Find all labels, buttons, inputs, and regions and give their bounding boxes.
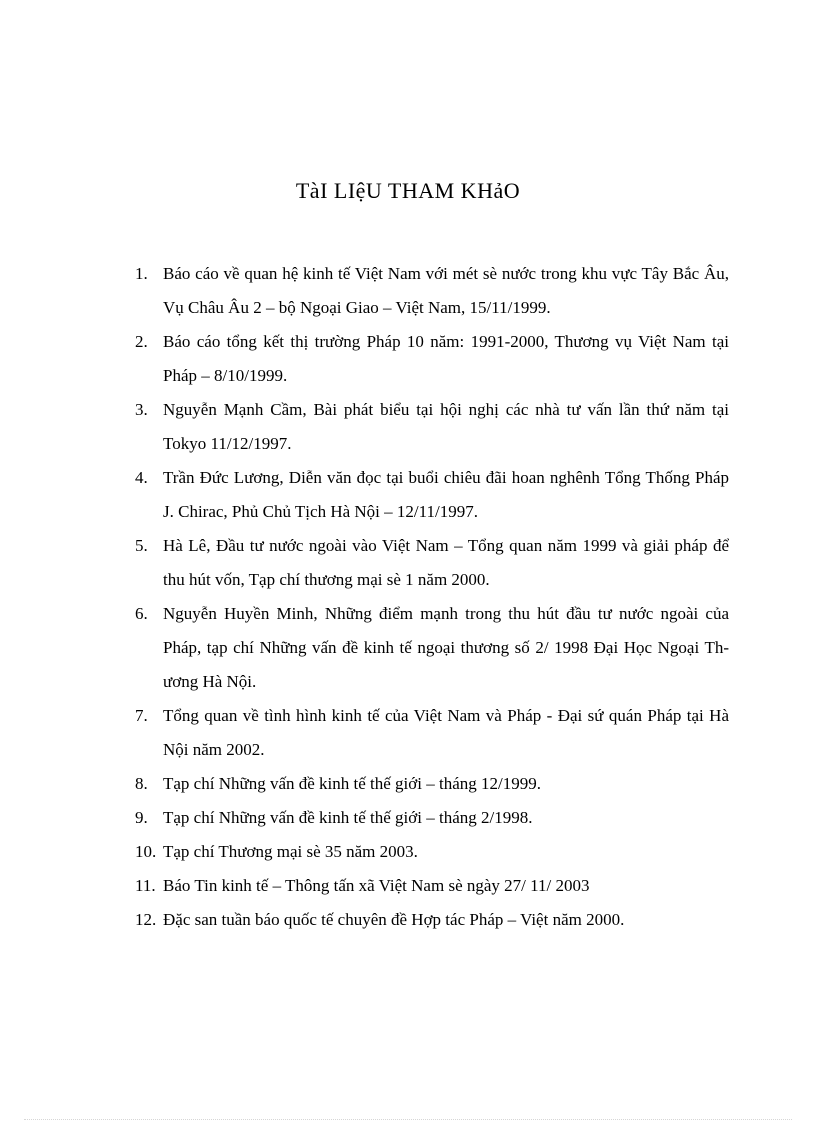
reference-number: 5. [135,536,148,555]
reference-text: Hà Lê, Đầu tư nước ngoài vào Việt Nam – Tổng quan năm 1999 và giải pháp để thu hút vốn, Tạp chí thương mại sè 1 năm 2000. [163,536,729,589]
reference-text: Tạp chí Những vấn đề kinh tế thế giới – tháng 12/1999. [163,774,541,793]
reference-item [135,325,729,393]
reference-item [135,461,729,529]
page-bottom-divider [24,1119,792,1120]
reference-number: 2. [135,332,148,351]
reference-item [135,835,729,869]
reference-item [135,801,729,835]
reference-text: Tạp chí Thương mại sè 35 năm 2003. [163,842,418,861]
reference-number: 4. [135,468,148,487]
reference-item [135,903,729,937]
reference-number: 1. [135,264,148,283]
reference-text: Nguyễn Mạnh Cầm, Bài phát biểu tại hội nghị các nhà tư vấn lần thứ năm tại Tokyo 11/12/1997. [163,400,729,453]
reference-item [135,597,729,699]
reference-text: Báo cáo tổng kết thị trường Pháp 10 năm: 1991-2000, Thương vụ Việt Nam tại Pháp – 8/10/1999. [163,332,729,385]
reference-number: 11. [135,876,156,895]
page-title: TàI LIệU THAM KHảO [295,178,521,203]
reference-item [135,257,729,325]
reference-item [135,869,729,903]
reference-number: 12. [135,910,157,929]
reference-text: Trần Đức Lương, Diễn văn đọc tại buổi chiêu đãi hoan nghênh Tổng Thống Pháp J. Chirac, Phủ Chủ Tịch Hà Nội – 12/11/1997. [163,468,729,521]
reference-number: 8. [135,774,148,793]
reference-number: 10. [135,842,157,861]
reference-text: Tạp chí Những vấn đề kinh tế thế giới – tháng 2/1998. [163,808,533,827]
reference-number: 3. [135,400,148,419]
reference-item [135,529,729,597]
reference-number: 9. [135,808,148,827]
reference-text: Đặc san tuần báo quốc tế chuyên đề Hợp tác Pháp – Việt năm 2000. [163,910,625,929]
reference-number: 6. [135,604,148,623]
reference-number: 7. [135,706,148,725]
reference-item [135,767,729,801]
reference-text: Báo cáo về quan hệ kinh tế Việt Nam với mét sè nước trong khu vực Tây Bắc Âu, Vụ Châu Âu 2 – bộ Ngoại Giao – Việt Nam, 15/11/1999. [163,264,729,317]
reference-text: Báo Tin kinh tế – Thông tấn xã Việt Nam sè ngày 27/ 11/ 2003 [163,876,590,895]
reference-item [135,393,729,461]
reference-list [135,257,729,937]
reference-item [135,699,729,767]
reference-text: Nguyễn Huyền Minh, Những điểm mạnh trong thu hút đầu tư nước ngoài của Pháp, tạp chí Những vấn đề kinh tế ngoại thương số 2/ 1998 Đại Học Ngoại Thương Hà Nội. [163,604,729,691]
reference-text: Tổng quan về tình hình kinh tế của Việt Nam và Pháp - Đại sứ quán Pháp tại Hà Nội năm 2002. [163,706,729,759]
